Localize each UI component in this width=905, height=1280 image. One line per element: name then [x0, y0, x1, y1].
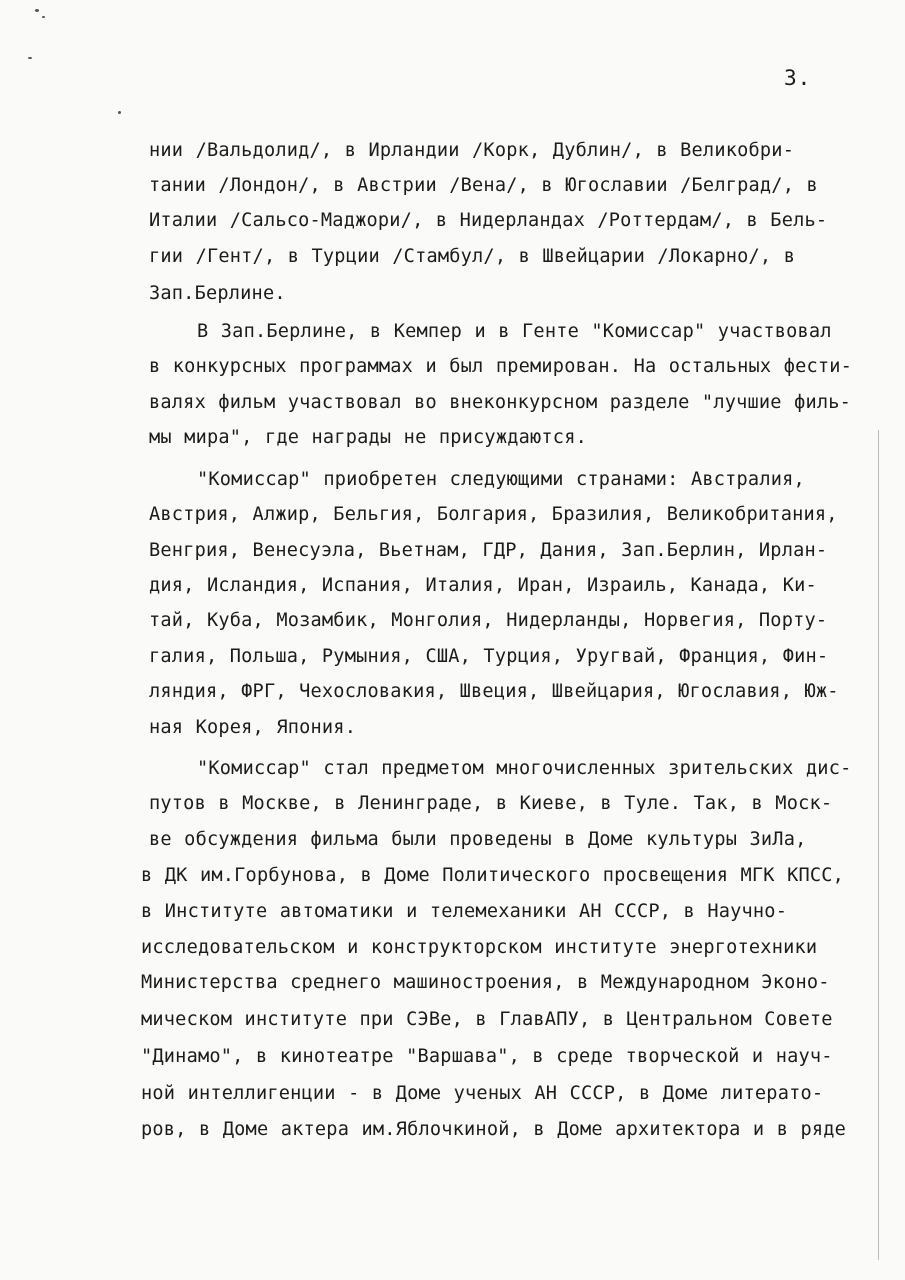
text-line: ве обсуждения фильма были проведены в Доме культуры ЗиЛа, — [149, 829, 807, 850]
scan-speck — [35, 9, 39, 12]
scan-speck — [118, 111, 121, 114]
text-line: дия, Исландия, Испания, Италия, Иран, Израиль, Канада, Ки- — [149, 575, 817, 596]
text-line: ной интеллигенции - в Доме ученых АН СССР, в Доме литерато- — [141, 1083, 824, 1104]
text-line: "Комиссар" приобретен следующими странами: Австралия, — [197, 469, 805, 490]
text-line: галия, Польша, Румыния, США, Турция, Уругвай, Франция, Фин- — [149, 646, 829, 667]
text-line: валях фильм участвовал во внеконкурсном разделе "лучшие филь- — [149, 392, 852, 413]
text-line: ная Корея, Япония. — [149, 717, 357, 738]
text-line: Италии /Сальсо-Маджори/, в Нидерландах /Роттердам/, в Бель- — [149, 210, 828, 231]
text-line: Министерства среднего машиностроения, в Международном Эконо- — [141, 972, 830, 993]
text-line: исследовательском и конструкторском институте энерготехники — [141, 937, 818, 958]
text-line: Австрия, Алжир, Бельгия, Болгария, Бразилия, Великобритания, — [149, 504, 838, 525]
text-line: в конкурсных программах и был премирован. На остальных фести- — [149, 356, 853, 377]
text-line: нии /Вальдолид/, в Ирландии /Корк, Дублин/, в Великобри- — [149, 140, 795, 161]
text-line: В Зап.Берлине, в Кемпер и в Генте "Комиссар" участвовал — [197, 321, 832, 342]
text-line: "Динамо", в кинотеатре "Варшава", в среде творческой и науч- — [141, 1046, 833, 1067]
text-line: Зап.Берлине. — [149, 283, 286, 304]
scan-speck — [42, 16, 45, 18]
page-number: 3. — [784, 66, 812, 90]
text-line: путов в Москве, в Ленинграде, в Киеве, в Туле. Так, в Моск- — [149, 793, 833, 814]
text-line: "Комиссар" стал предметом многочисленных зрительских дис- — [197, 758, 852, 779]
text-line: гии /Гент/, в Турции /Стамбул/, в Швейцарии /Локарно/, в — [149, 246, 796, 267]
text-line: тании /Лондон/, в Австрии /Вена/, в Югославии /Белград/, в — [149, 175, 818, 196]
text-line: ров, в Доме актера им.Яблочкиной, в Доме архитектора и в ряде — [141, 1119, 847, 1140]
text-line: в Институте автоматики и телемеханики АН СССР, в Научно- — [141, 901, 788, 922]
scan-edge-shadow — [878, 430, 879, 1260]
scan-speck — [28, 57, 32, 59]
text-line: ляндия, ФРГ, Чехословакия, Швеция, Швейцария, Югославия, Юж- — [149, 681, 839, 702]
text-line: тай, Куба, Мозамбик, Монголия, Нидерланды, Норвегия, Порту- — [149, 610, 828, 631]
text-line: в ДК им.Горбунова, в Доме Политического просвещения МГК КПСС, — [141, 865, 845, 886]
text-line: мическом институте при СЭВе, в ГлавАПУ, в Центральном Совете — [141, 1009, 833, 1030]
text-line: Венгрия, Венесуэла, Вьетнам, ГДР, Дания, Зап.Берлин, Ирлан- — [149, 540, 828, 561]
text-line: мы мира", где награды не присуждаются. — [149, 427, 587, 448]
